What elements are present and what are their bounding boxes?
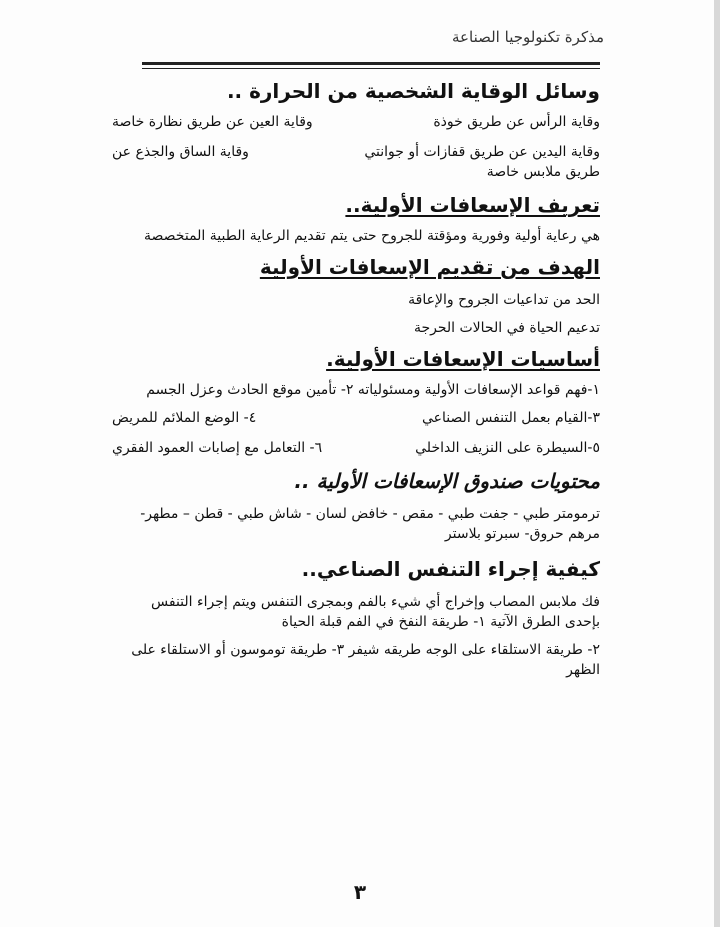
basics-item-3: ٣-القيام بعمل التنفس الصناعي	[421, 410, 600, 426]
basics-row-5-6	[112, 438, 600, 458]
heading-first-aid-goal: الهدف من تقديم الإسعافات الأولية	[259, 255, 600, 279]
heading-artificial-respiration: كيفية إجراء التنفس الصناعي..	[301, 557, 600, 581]
leg-protection-item-cont: طريق ملابس خاصة	[486, 164, 600, 180]
head-protection-item: وقاية الرأس عن طريق خوذة	[433, 114, 600, 130]
header-title: مذكرة تكنولوجيا الصناعة	[452, 28, 604, 46]
respiration-text-2: ٢- طريقة الاستلقاء على الوجه طريقه شيفر ٣- طريقة توموسون أو الاستلقاء على الظهر	[131, 642, 600, 678]
protection-row-2	[112, 142, 600, 162]
heading-heat-protection: وسائل الوقاية الشخصية من الحرارة ..	[226, 79, 600, 103]
eye-protection-item: وقاية العين عن طريق نظارة خاصة	[112, 114, 313, 130]
header-rule-thin	[142, 68, 600, 69]
page-number: ٣	[353, 880, 367, 904]
hands-protection-item: وقاية اليدين عن طريق قفازات أو جوانتي	[364, 144, 600, 160]
goal-item: الحد من تداعيات الجروح والإعاقة	[408, 292, 600, 308]
respiration-text-1: فك ملابس المصاب وإخراج أي شيء بالفم وبمجرى التنفس ويتم إجراء التنفس بإحدى الطرق الآتية ١- طريقة النفخ في الفم قبلة الحياة	[151, 594, 600, 630]
header-rule-thick	[142, 62, 600, 65]
heading-first-aid-basics: أساسيات الإسعافات الأولية.	[326, 347, 600, 371]
document-content	[112, 74, 600, 680]
heading-first-aid-kit: محتويات صندوق الإسعافات الأولية ..	[294, 469, 600, 493]
protection-row-1	[112, 112, 600, 132]
leg-protection-item: وقاية الساق والجذع عن	[112, 144, 249, 160]
heading-first-aid-definition: تعريف الإسعافات الأولية..	[345, 193, 600, 217]
first-aid-kit-contents: ترمومتر طبي - جفت طبي - مقص - خافض لسان - شاش طبي - قطن – مطهر- مرهم حروق- سبرتو بلاستر	[140, 506, 600, 542]
goal-item: تدعيم الحياة في الحالات الحرجة	[413, 320, 600, 336]
basics-row-3-4	[112, 408, 600, 428]
first-aid-definition-text: هي رعاية أولية وفورية ومؤقتة للجروح حتى يتم تقديم الرعاية الطبية المتخصصة	[144, 228, 600, 244]
basics-item-6: ٦- التعامل مع إصابات العمود الفقري	[112, 440, 323, 456]
basics-item-4: ٤- الوضع الملائم للمريض	[112, 410, 257, 426]
basics-item-1-2: ١-فهم قواعد الإسعافات الأولية ومسئولياته ٢- تأمين موقع الحادث وعزل الجسم	[146, 382, 600, 398]
basics-item-5: ٥-السيطرة على النزيف الداخلي	[415, 440, 600, 456]
